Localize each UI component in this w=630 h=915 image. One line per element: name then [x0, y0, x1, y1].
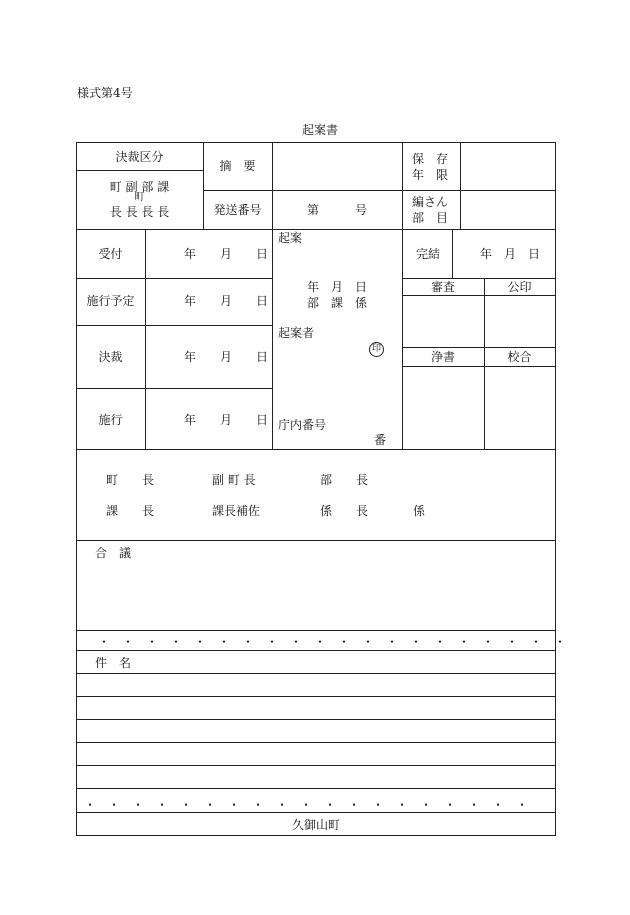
title-row1b: 町 — [134, 192, 145, 203]
approval-kacho-hosa: 課長補佐 — [212, 504, 261, 518]
dot-separator-2: ・ ・ ・ ・ ・ ・ ・ ・ ・ ・ ・ ・ ・ ・ ・ ・ ・ ・ ・ — [84, 798, 529, 812]
kenmei-label: 件 名 — [95, 656, 132, 670]
kessai-kubun-label: 決裁区分 — [115, 150, 164, 164]
bu-ka-kakari: 部 課 係 — [306, 296, 367, 310]
approval-fukuchocho: 副 町 長 — [212, 473, 256, 487]
dai-go-label: 第 号 — [306, 203, 367, 217]
kian-label: 起案 — [278, 231, 303, 245]
approval-kakaricho: 係 長 — [320, 504, 369, 518]
tekiyo-label: 摘 要 — [219, 159, 256, 173]
sekou-yotei-date: 年 月 日 — [184, 294, 269, 308]
kanketsu-label: 完結 — [416, 247, 441, 261]
seal-mark: 印 — [369, 342, 384, 357]
kian-date: 年 月 日 — [306, 280, 367, 294]
approval-kakari: 係 — [413, 504, 426, 518]
chonai-bango-label: 庁内番号 — [278, 418, 327, 432]
footer-municipality: 久御山町 — [291, 818, 340, 832]
kanketsu-date: 年 月 日 — [480, 247, 541, 261]
approval-kacho: 課 長 — [106, 504, 155, 518]
kessai-date: 年 月 日 — [184, 350, 269, 364]
hoson-label-1: 保 存 — [412, 152, 449, 166]
hoson-label-2: 年 限 — [412, 168, 449, 182]
kogo-label: 校合 — [507, 350, 532, 364]
josho-label: 浄書 — [430, 350, 455, 364]
hensan-label-2: 部 目 — [412, 211, 449, 225]
hasso-bango-label: 発送番号 — [213, 203, 262, 217]
uketsuke-date: 年 月 日 — [184, 247, 269, 261]
form-number: 様式第4号 — [77, 86, 133, 100]
dot-separator-1: ・ ・ ・ ・ ・ ・ ・ ・ ・ ・ ・ ・ ・ ・ ・ ・ ・ ・ ・ ・ — [98, 635, 567, 649]
sekou-label: 施行 — [98, 413, 123, 427]
sekou-date: 年 月 日 — [184, 413, 269, 427]
form-title: 起案書 — [301, 123, 338, 137]
approval-chocho: 町 長 — [106, 473, 155, 487]
gougi-label: 合 議 — [95, 546, 132, 560]
title-row1: 町 副 部 課 — [109, 180, 170, 194]
uketsuke-label: 受付 — [98, 247, 123, 261]
sekou-yotei-label: 施行予定 — [86, 294, 135, 308]
koin-label: 公印 — [507, 280, 532, 294]
ban-label: 番 — [374, 433, 387, 447]
kiansha-label: 起案者 — [278, 326, 315, 340]
title-row2: 長 長 長 長 — [109, 205, 170, 219]
hensan-label-1: 編さん — [412, 195, 449, 209]
approval-bucho: 部 長 — [320, 473, 369, 487]
kessai-label: 決裁 — [98, 350, 123, 364]
shinsa-label: 審査 — [430, 280, 455, 294]
